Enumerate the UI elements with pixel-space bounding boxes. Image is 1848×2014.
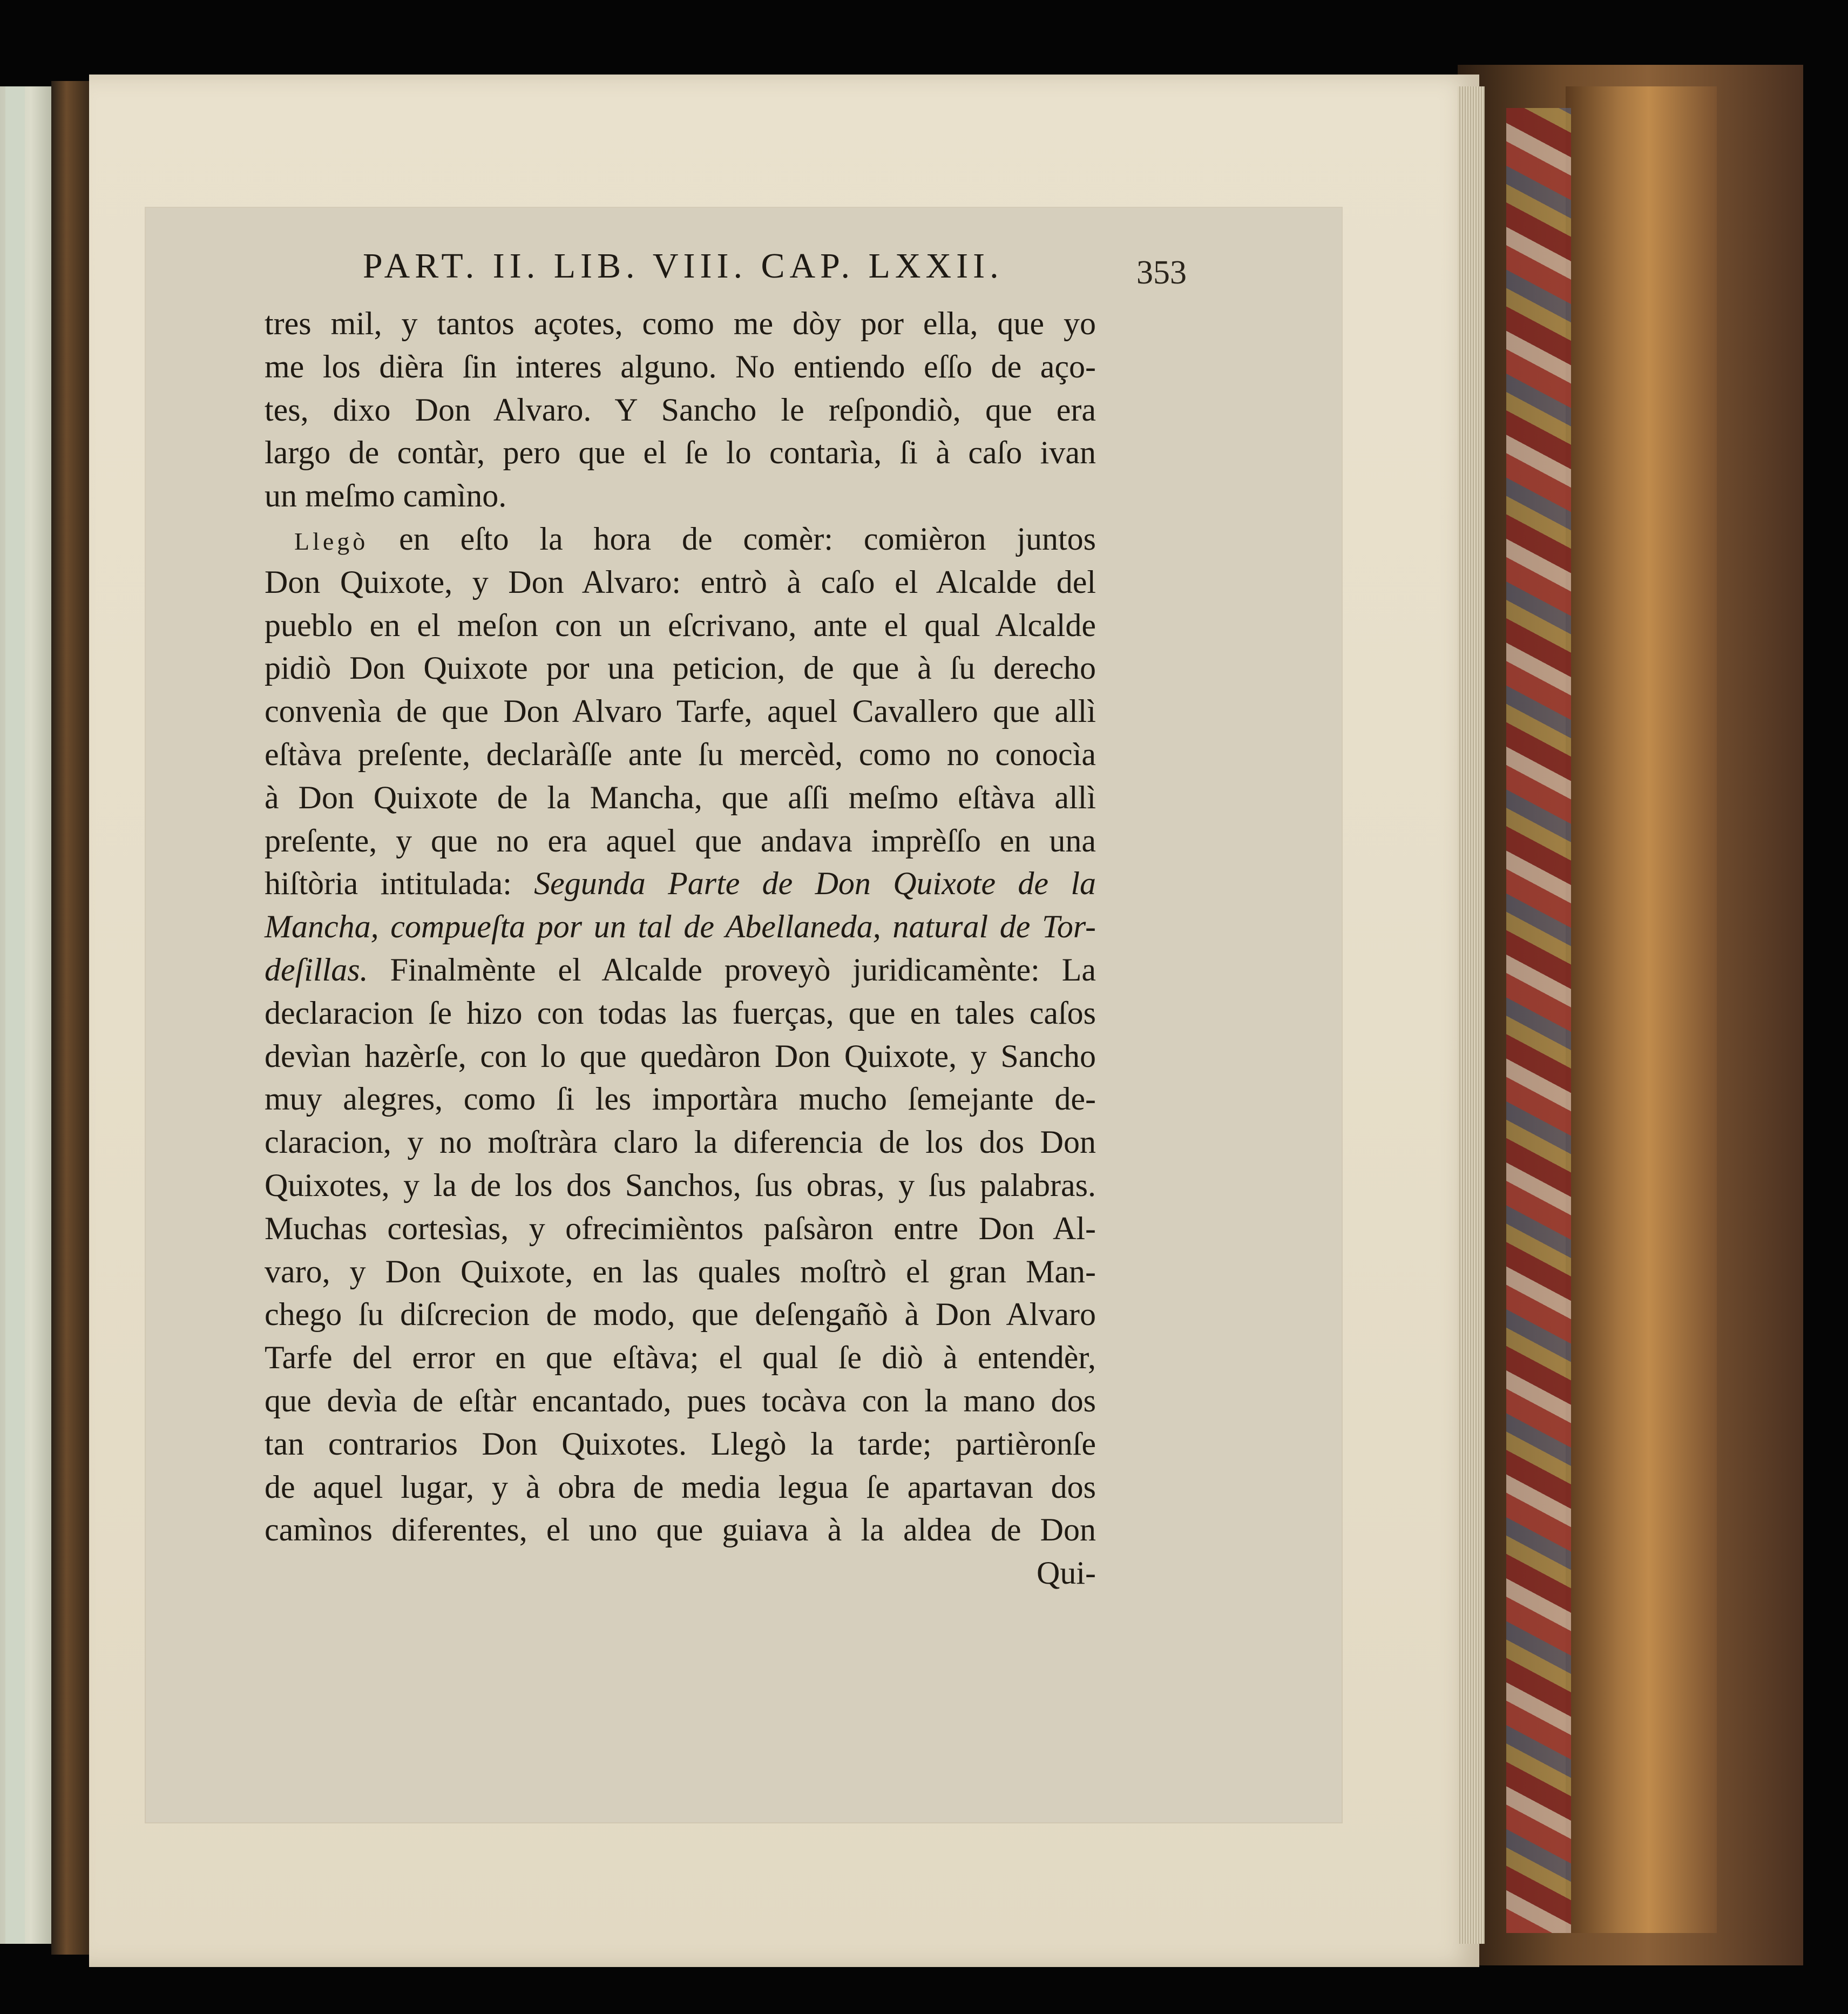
text-line: que devìa de eſtàr encantado, pues tocàva con la mano dos: [265, 1382, 1096, 1418]
facing-page-edge: [0, 86, 51, 1944]
text-span: Finalmènte el Alcalde proveyò juridicamènte: La: [368, 951, 1096, 988]
italic-title: deſillas.: [265, 951, 368, 988]
leather-cover-edge: [1566, 86, 1717, 1933]
facing-page-strip: [5, 86, 25, 1944]
text-line: tres mil, y tantos açotes, como me dòy por ella, que yo: [265, 306, 1096, 341]
text-line: muy alegres, como ſi les importàra mucho ſemejante de-: [265, 1081, 1096, 1117]
text-line: chego ſu diſcrecion de modo, que deſengañò à Don Alvaro: [265, 1296, 1096, 1333]
text-line: à Don Quixote de la Mancha, que aſſi meſmo eſtàva allì: [265, 779, 1096, 815]
body-text: [265, 302, 1096, 1595]
text-line: tan contrarios Don Quixotes. Llegò la tarde; partièronſe: [265, 1425, 1096, 1462]
text-line: Muchas cortesìas, y ofrecimièntos paſsàron entre Don Al-: [265, 1210, 1096, 1246]
text-line: Tarfe del error en que eſtàva; el qual ſe diò à entendèr,: [265, 1340, 1096, 1376]
text-line: devìan hazèrſe, con lo que quedàron Don Quixote, y Sancho: [265, 1038, 1096, 1074]
text-line: [265, 949, 1096, 992]
page-block-edges: [1458, 86, 1485, 1944]
text-line: un meſmo camìno.: [265, 478, 507, 514]
running-head: PART. II. LIB. VIII. CAP. LXXII.: [363, 246, 1004, 286]
text-line: camìnos diferentes, el uno que guiava à la aldea de Don: [265, 1512, 1096, 1548]
text-line: claracion, y no moſtràra claro la diferencia de los dos Don: [265, 1124, 1096, 1160]
text-span: en eſto la hora de comèr: comièron juntos: [368, 521, 1096, 557]
page-number: 353: [1136, 254, 1187, 291]
text-line: pidiò Don Quixote por una peticion, de que à ſu derecho: [265, 650, 1096, 686]
text-line: de aquel lugar, y à obra de media legua ſe apartavan dos: [265, 1469, 1096, 1505]
text-line: tes, dixo Don Alvaro. Y Sancho le reſpondiò, que era: [265, 391, 1096, 428]
text-line: preſente, y que no era aquel que andava imprèſſo en una: [265, 822, 1096, 859]
text-line: varo, y Don Quixote, en las quales moſtrò el gran Man-: [265, 1253, 1096, 1289]
italic-title: Segunda Parte de Don Quixote de la: [534, 866, 1096, 902]
text-line: largo de contàr, pero que el ſe lo contarìa, ſi à caſo ivan: [265, 435, 1096, 471]
text-span: hiſtòria intitulada:: [265, 866, 534, 902]
text-line: pueblo en el meſon con un eſcrivano, ante el qual Alcalde: [265, 607, 1096, 643]
catchword: Qui-: [1037, 1555, 1096, 1591]
marbled-endpaper: [1506, 108, 1571, 1933]
small-caps-opening: Llegò: [294, 527, 369, 555]
text-line: me los dièra ſin interes alguno. No entiendo eſſo de aço-: [265, 348, 1096, 384]
gutter-binding: [51, 81, 89, 1955]
paragraph-opening-line: [265, 518, 1096, 561]
text-line: Don Quixote, y Don Alvaro: entrò à caſo el Alcalde del: [265, 564, 1096, 600]
text-line: Quixotes, y la de los dos Sanchos, ſus obras, y ſus palabras.: [265, 1167, 1096, 1203]
title-citation-line: Mancha, compueſta por un tal de Abellaneda, natural de Tor-: [265, 909, 1096, 945]
text-line: eſtàva preſente, declaràſſe ante ſu mercèd, como no conocìa: [265, 736, 1096, 772]
title-citation-line: [265, 862, 1096, 905]
text-line: convenìa de que Don Alvaro Tarfe, aquel Cavallero que allì: [265, 693, 1096, 729]
text-line: declaracion ſe hizo con todas las fuerças, que en tales caſos: [265, 995, 1096, 1031]
